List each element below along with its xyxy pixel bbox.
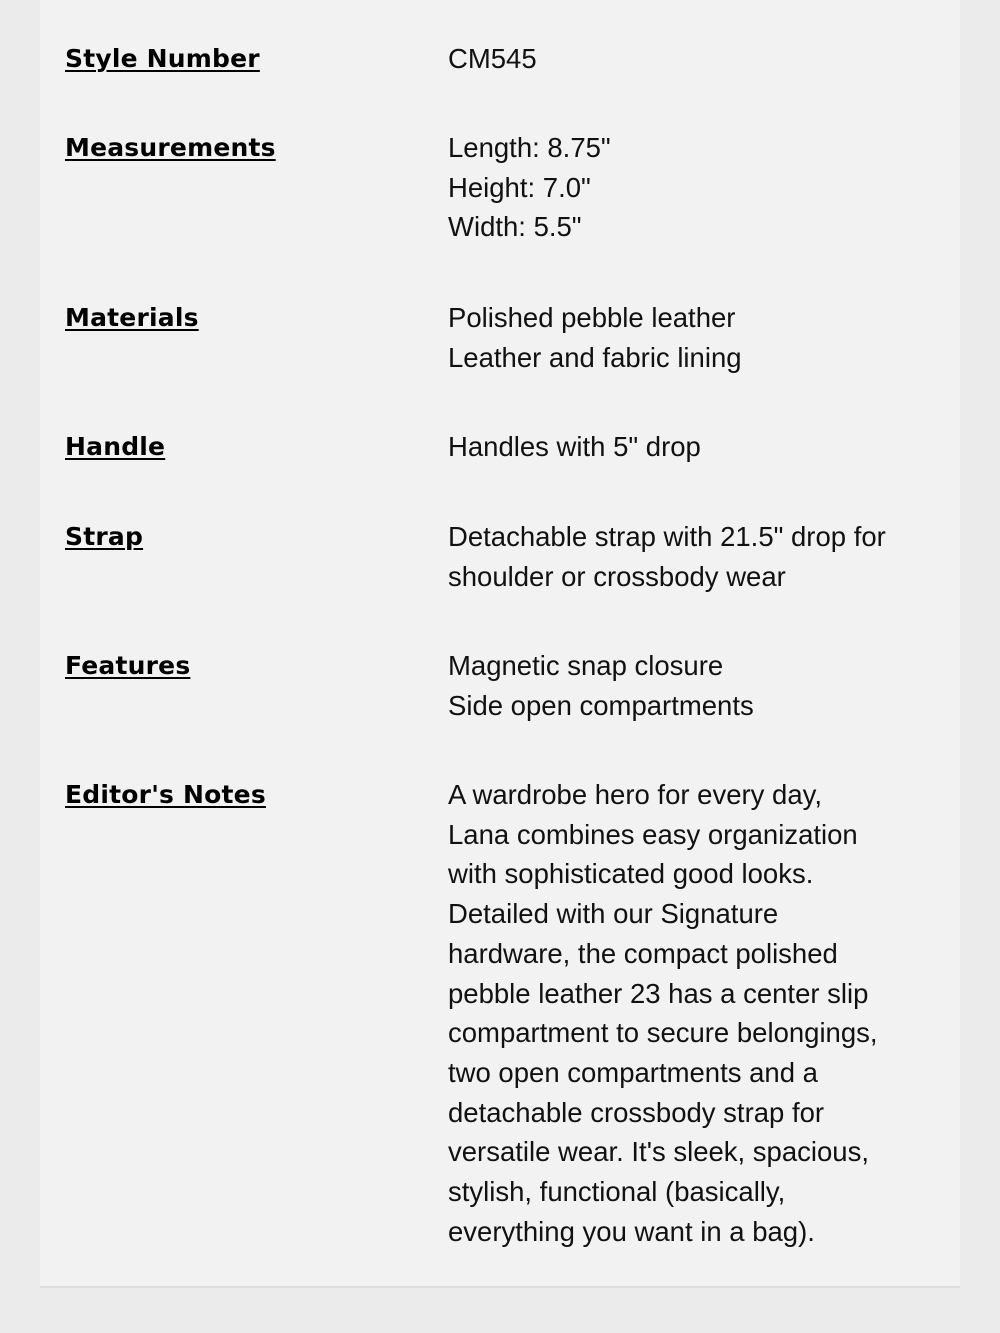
spec-value-line: everything you want in a bag). [448, 1215, 815, 1247]
spec-value-measurements [448, 128, 948, 247]
spec-value-line: Handles with 5" drop [448, 431, 701, 462]
spec-value-line: Detachable strap with 21.5" drop for [448, 521, 886, 552]
spec-value-line: Height: 7.0" [448, 171, 591, 203]
spec-value-line: Leather and fabric lining [448, 341, 742, 373]
spec-value-line: with sophisticated good looks. [448, 858, 814, 890]
spec-label-editors-notes[interactable]: Editor's Notes [65, 780, 266, 809]
spec-value-line: Side open compartments [448, 689, 754, 721]
spec-value-line: Polished pebble leather [448, 302, 736, 333]
spec-label-strap[interactable]: Strap [65, 522, 144, 551]
spec-value-line: CM545 [448, 43, 537, 74]
spec-value-line: versatile wear. It's sleek, spacious, [448, 1136, 869, 1168]
spec-value-line: Width: 5.5" [448, 211, 582, 243]
spec-label-materials[interactable]: Materials [65, 303, 199, 332]
spec-value-editors-notes [448, 775, 948, 1251]
spec-label-measurements[interactable]: Measurements [65, 133, 276, 162]
spec-label-style-number[interactable]: Style Number [65, 44, 260, 73]
spec-value-style-number [448, 39, 948, 79]
spec-value-line: detachable crossbody strap for [448, 1096, 825, 1128]
spec-label-handle[interactable]: Handle [65, 432, 166, 461]
spec-value-line: Detailed with our Signature [448, 898, 779, 930]
spec-value-line: Lana combines easy organization [448, 818, 858, 850]
spec-value-strap [448, 517, 948, 596]
spec-value-line: shoulder or crossbody wear [448, 560, 786, 592]
spec-value-line: Magnetic snap closure [448, 650, 724, 681]
spec-value-materials [448, 298, 948, 377]
spec-value-line: hardware, the compact polished [448, 937, 838, 969]
spec-value-handle [448, 427, 948, 467]
spec-value-line: Length: 8.75" [448, 132, 611, 163]
spec-value-line: two open compartments and a [448, 1056, 818, 1088]
spec-value-line: pebble leather 23 has a center slip [448, 977, 869, 1009]
spec-label-features[interactable]: Features [65, 651, 191, 680]
spec-value-features [448, 646, 948, 725]
spec-value-line: compartment to secure belongings, [448, 1017, 878, 1049]
spec-value-line: A wardrobe hero for every day, [448, 779, 822, 810]
spec-value-line: stylish, functional (basically, [448, 1176, 786, 1208]
product-details-panel [40, 0, 960, 1288]
